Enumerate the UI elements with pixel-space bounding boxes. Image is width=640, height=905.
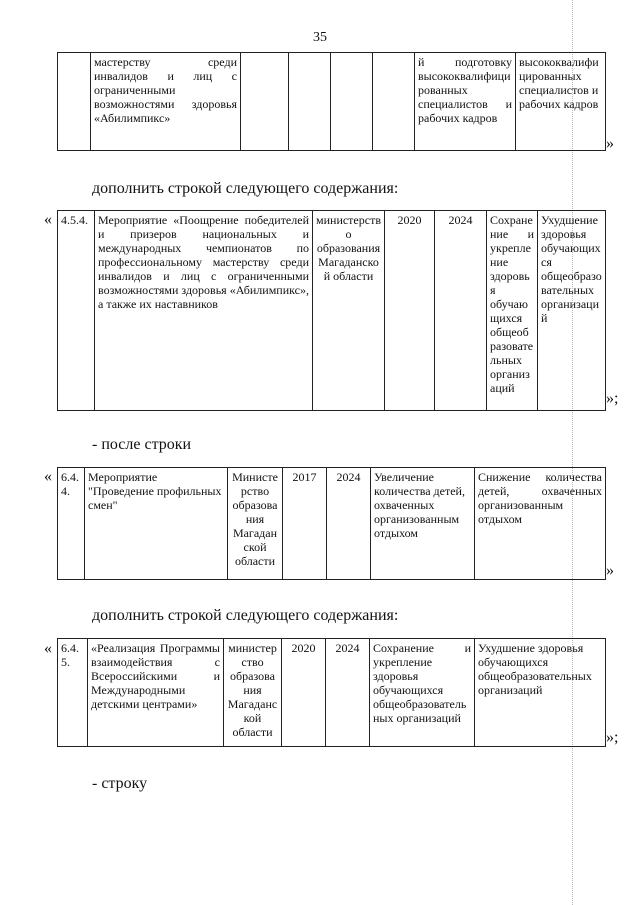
cell-name: мастерству среди инвалидов и лиц с ограниченными возможностями здоровья «Абилимпикс» xyxy=(91,53,241,151)
instruction-line: - строку xyxy=(92,775,148,792)
cell-end: 2024 xyxy=(326,639,370,747)
table-row-4-5-4 xyxy=(57,210,606,411)
cell-start xyxy=(289,53,331,151)
cell-start: 2017 xyxy=(283,468,327,580)
quote-close-1: » xyxy=(606,135,614,152)
page-number: 35 xyxy=(313,30,327,45)
instruction-add-1: дополнить строкой следующего содержания: xyxy=(92,180,399,197)
quote-open-3: « xyxy=(44,640,52,657)
cell-consequence: Снижение количества детей, охваченных организованным отдыхом xyxy=(475,468,606,580)
cell-executor: министерство образования Магаданской области xyxy=(224,639,282,747)
table-row xyxy=(58,639,606,747)
table-row xyxy=(58,468,606,580)
cell-num: 4.5.4. xyxy=(58,211,95,411)
cell-name: Мероприятие «Поощрение победителей и призеров национальных и международных чемпионатов по профессиональному мастерству среди инвалидов и лиц с ограниченными возможностями здоровья «Абилимпикс», а также их наставников xyxy=(95,211,313,411)
cell-start: 2020 xyxy=(385,211,435,411)
cell-end: 2024 xyxy=(327,468,371,580)
instruction-add-2: дополнить строкой следующего содержания: xyxy=(92,607,399,624)
cell-empty xyxy=(373,53,415,151)
table-row xyxy=(58,53,606,151)
cell-result: й подготовку высококвалифицированных специалистов и рабочих кадров xyxy=(415,53,516,151)
table-row-6-4-5 xyxy=(57,638,606,747)
instruction-after: - после строки xyxy=(92,436,192,453)
cell-result: Сохранение и укрепление здоровья обучающихся общеобразовательных организаций xyxy=(370,639,475,747)
cell-consequence: Ухудшение здоровья обучающихся общеобразовательных организаций xyxy=(538,211,606,411)
cell-num: 6.4.4. xyxy=(58,468,85,580)
quote-close-semicolon-1: »; xyxy=(606,390,619,407)
cell-executor: министерство образования Магаданской области xyxy=(313,211,385,411)
table-row xyxy=(58,211,606,411)
cell-consequence: Ухудшение здоровья обучающихся общеобразовательных организаций xyxy=(475,639,606,747)
cell-num xyxy=(58,53,91,151)
quote-close-semicolon-2: »; xyxy=(606,729,619,746)
cell-start: 2020 xyxy=(282,639,326,747)
cell-executor xyxy=(241,53,289,151)
cell-num: 6.4.5. xyxy=(58,639,88,747)
cell-name: Мероприятие "Проведение профильных смен" xyxy=(85,468,228,580)
cell-name: «Реализация Программы взаимодействия с Всероссийскими и Международными детскими центрами» xyxy=(88,639,224,747)
cell-result: Сохранение и укрепление здоровья обучающихся общеобразовательных организаций xyxy=(487,211,538,411)
quote-open-1: « xyxy=(44,211,52,228)
cell-consequence: высококвалифицированных специалистов и рабочих кадров xyxy=(516,53,606,151)
cell-executor: Министерство образования Магаданской области xyxy=(228,468,283,580)
quote-open-2: « xyxy=(44,468,52,485)
table-row-6-4-4 xyxy=(57,467,606,580)
cell-result: Увеличение количества детей, охваченных организованным отдыхом xyxy=(371,468,475,580)
quote-close-2: » xyxy=(606,562,614,579)
top-table xyxy=(57,52,606,151)
cell-end: 2024 xyxy=(435,211,487,411)
cell-end xyxy=(331,53,373,151)
